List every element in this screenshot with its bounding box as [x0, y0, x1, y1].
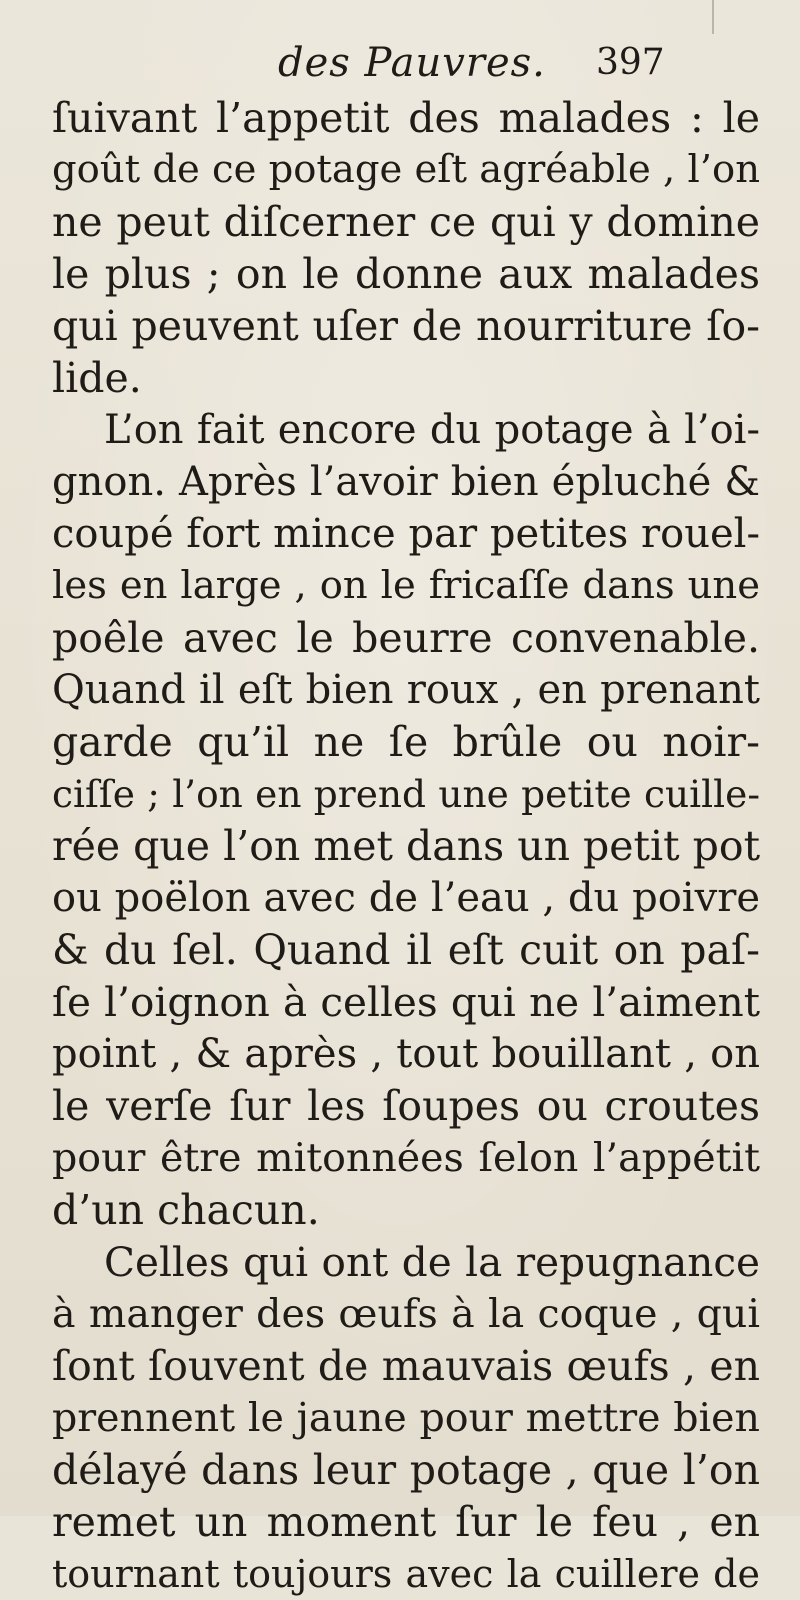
text-line: tournant toujours avec la cuillere de	[52, 1552, 760, 1596]
paragraph-2	[52, 404, 760, 1236]
page-number: 397	[596, 42, 665, 83]
text-line: qui peuvent uſer de nourriture ſo-	[52, 302, 760, 350]
text-line: à manger des œufs à la coque , qui	[52, 1291, 760, 1337]
text-line: ſont ſouvent de mauvais œufs , en	[52, 1342, 760, 1390]
text-line: Celles qui ont de la repugnance	[104, 1238, 760, 1286]
text-line: L’on fait encore du potage à l’oi-	[104, 407, 760, 453]
body-text	[52, 92, 760, 1600]
text-line: point , & après , tout bouillant , on	[52, 1031, 760, 1077]
running-title: des Pauvres.	[278, 40, 546, 86]
text-line: remet un moment ſur le feu , en	[52, 1498, 760, 1546]
text-line: ne peut diſcerner ce qui y domine	[52, 198, 760, 246]
text-line: goût de ce potage eſt agréable , l’on	[52, 147, 760, 192]
text-line: garde qu’il ne ſe brûle ou noir-	[52, 718, 760, 766]
text-line: les en large , on le fricaſſe dans une	[52, 563, 760, 608]
text-line: & du ſel. Quand il eſt cuit on paſ-	[52, 926, 760, 974]
running-head	[0, 0, 800, 90]
text-line: le verſe ſur les ſoupes ou croutes	[52, 1082, 760, 1130]
paragraph-1	[52, 92, 760, 404]
text-line: délayé dans leur potage , que l’on	[52, 1446, 760, 1494]
text-line: gnon. Après l’avoir bien épluché &	[52, 459, 760, 505]
text-line: rée que l’on met dans un petit pot	[52, 822, 761, 870]
text-line: ciſſe ; l’on en prend une petite cuille-	[52, 772, 760, 816]
text-line: prennent le jaune pour mettre bien	[52, 1395, 760, 1441]
text-line: poêle avec le beurre convenable.	[52, 614, 760, 662]
text-line: coupé fort mince par petites rouel-	[52, 511, 760, 557]
paragraph-3	[52, 1236, 760, 1600]
text-line: ou poëlon avec de l’eau , du poivre	[52, 875, 760, 921]
text-line: d’un chacun.	[52, 1186, 320, 1234]
text-line: Quand il eſt bien roux , en prenant	[52, 667, 760, 713]
text-line: le plus ; on le donne aux malades	[52, 250, 760, 298]
text-line: pour être mitonnées ſelon l’appétit	[52, 1135, 760, 1181]
text-line: lide.	[52, 354, 142, 402]
text-line: ſuivant l’appetit des malades : le	[52, 94, 760, 142]
text-line: ſe l’oignon à celles qui ne l’aiment	[52, 978, 760, 1026]
